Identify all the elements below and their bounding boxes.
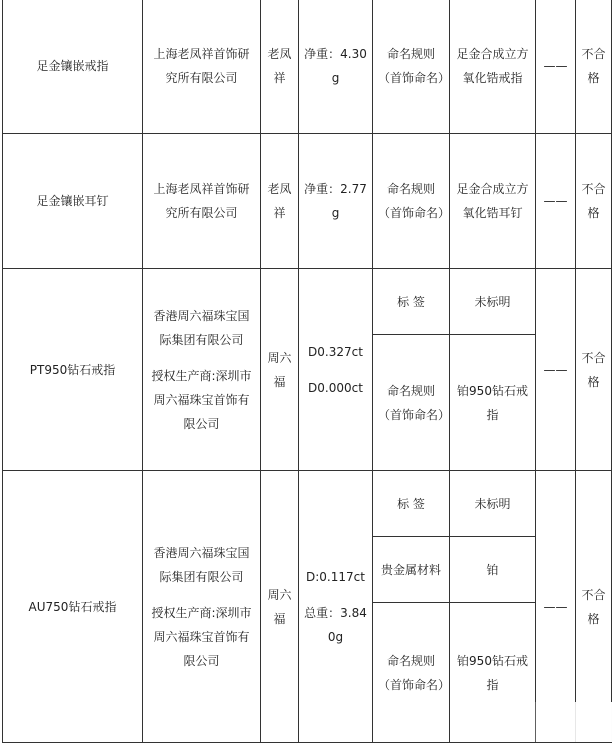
spec-cell [299, 269, 373, 471]
brand-cell: 老凤祥 [261, 134, 299, 269]
company-cell: 上海老凤祥首饰研究所有限公司 [143, 134, 261, 269]
test-result-cell: 足金合成立方氧化锆耳钉 [450, 134, 536, 269]
standard-cell: —— [536, 471, 576, 743]
spec-extra: 总重：3.840g [304, 605, 367, 644]
brand-cell: 周六福 [261, 471, 299, 743]
test-result-cell: 铂 [450, 537, 536, 603]
spec-value: D:0.117ct [306, 569, 365, 584]
company-cell: 上海老凤祥首饰研究所有限公司 [143, 0, 261, 134]
test-item-cell: 标 签 [373, 471, 450, 537]
table-row [3, 471, 612, 537]
spec-cell: 净重：2.77g [299, 134, 373, 269]
brand-cell: 老凤祥 [261, 0, 299, 134]
standard-cell: —— [536, 269, 576, 471]
test-item-cell: 命名规则（首饰命名） [373, 0, 450, 134]
test-item-cell: 命名规则（首饰命名） [373, 134, 450, 269]
company-cell [143, 471, 261, 743]
product-name-cell: 足金镶嵌戒指 [3, 0, 143, 134]
conclusion-cell: 不合格 [576, 134, 612, 269]
company-name: 香港周六福珠宝国际集团有限公司 [153, 308, 250, 347]
product-name-cell: PT950钻石戒指 [3, 269, 143, 471]
conclusion-cell: 不合格 [576, 0, 612, 134]
test-result-cell: 未标明 [450, 269, 536, 335]
table-row [3, 269, 612, 335]
table-row [3, 134, 612, 269]
spec-cell [299, 471, 373, 743]
company-note: 授权生产商:深圳市周六福珠宝首饰有限公司 [151, 368, 252, 431]
test-item-cell: 命名规则（首饰命名） [373, 603, 450, 743]
company-note: 授权生产商:深圳市周六福珠宝首饰有限公司 [151, 605, 252, 668]
standard-cell: —— [536, 0, 576, 134]
spec-extra: D0.000ct [308, 380, 363, 395]
test-result-cell: 足金合成立方氧化锆戒指 [450, 0, 536, 134]
test-result-cell: 未标明 [450, 471, 536, 537]
test-item-cell: 贵金属材料 [373, 537, 450, 603]
test-item-cell: 标 签 [373, 269, 450, 335]
product-name-cell: AU750钻石戒指 [3, 471, 143, 743]
spec-cell: 净重：4.30g [299, 0, 373, 134]
conclusion-cell: 不合格 [576, 269, 612, 471]
company-name: 香港周六福珠宝国际集团有限公司 [153, 545, 250, 584]
company-cell [143, 269, 261, 471]
test-result-cell: 铂950钻石戒指 [450, 603, 536, 743]
inspection-results-table [2, 0, 612, 743]
brand-cell: 周六福 [261, 269, 299, 471]
standard-cell: —— [536, 134, 576, 269]
test-item-cell: 命名规则（首饰命名） [373, 335, 450, 471]
conclusion-cell: 不合格 [576, 471, 612, 743]
spec-value: D0.327ct [308, 344, 363, 359]
table-row [3, 0, 612, 134]
test-result-cell: 铂950钻石戒指 [450, 335, 536, 471]
product-name-cell: 足金镶嵌耳钉 [3, 134, 143, 269]
